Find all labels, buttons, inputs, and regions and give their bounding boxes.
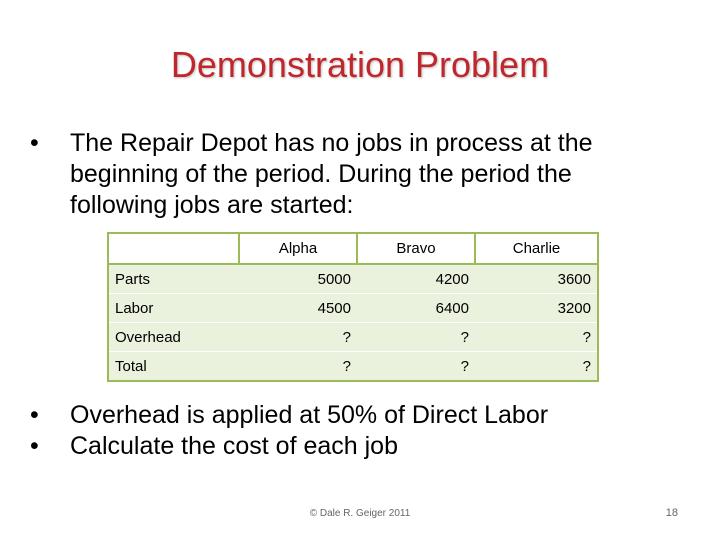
cell-value: ? — [239, 352, 357, 382]
intro-bullet-list — [28, 128, 668, 221]
bullet-item — [28, 128, 668, 221]
cell-value: ? — [357, 323, 475, 352]
cell-value: 5000 — [239, 264, 357, 294]
table-row-parts — [108, 264, 598, 294]
page-number: 18 — [665, 507, 678, 519]
closing-bullet-list — [28, 400, 668, 462]
cell-value: 6400 — [357, 294, 475, 323]
header-cell-empty — [108, 233, 239, 264]
bullet-icon: • — [30, 432, 39, 460]
cell-value: 4200 — [357, 264, 475, 294]
bullet-icon: • — [30, 401, 39, 429]
header-cell-alpha: Alpha — [239, 233, 357, 264]
cell-value: 3200 — [475, 294, 598, 323]
row-label: Overhead — [108, 323, 239, 352]
cell-value: ? — [475, 352, 598, 382]
cell-value: 3600 — [475, 264, 598, 294]
table-row-total — [108, 352, 598, 382]
row-label: Labor — [108, 294, 239, 323]
header-cell-charlie: Charlie — [475, 233, 598, 264]
bullet-text: The Repair Depot has no jobs in process at the beginning of the period. During the period the following jobs are started: — [70, 129, 593, 219]
cell-value: ? — [239, 323, 357, 352]
copyright-footer: © Dale R. Geiger 2011 — [309, 508, 411, 519]
row-label: Total — [108, 352, 239, 382]
bullet-text: Calculate the cost of each job — [70, 432, 398, 460]
jobs-cost-table — [107, 232, 599, 382]
cell-value: ? — [475, 323, 598, 352]
header-cell-bravo: Bravo — [357, 233, 475, 264]
cell-value: ? — [357, 352, 475, 382]
slide-title: Demonstration Problem — [170, 44, 550, 85]
table-row-overhead — [108, 323, 598, 352]
table-row-labor — [108, 294, 598, 323]
row-label: Parts — [108, 264, 239, 294]
bullet-icon: • — [30, 129, 39, 157]
table-header-row — [108, 233, 598, 264]
cell-value: 4500 — [239, 294, 357, 323]
bullet-text: Overhead is applied at 50% of Direct Labor — [70, 401, 549, 429]
bullet-item — [28, 400, 668, 431]
bullet-item — [28, 431, 668, 462]
